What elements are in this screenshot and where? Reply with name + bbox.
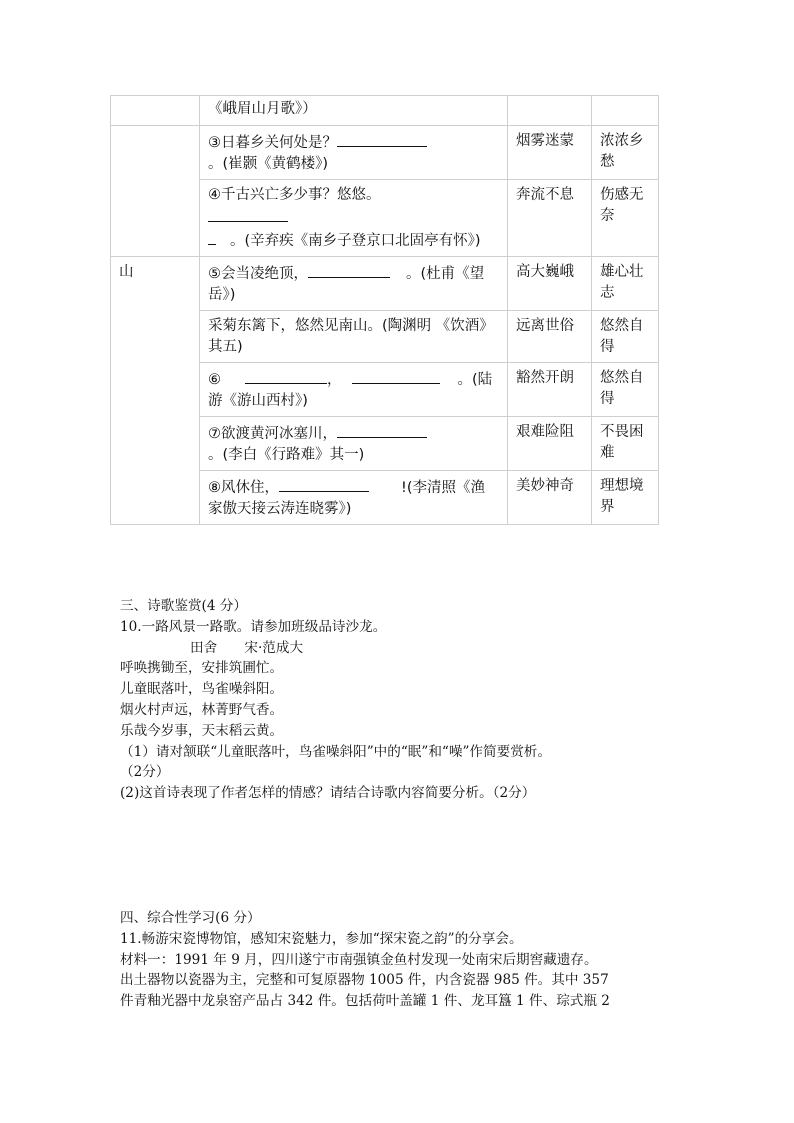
feeling-cell: 悠然自得 [592, 311, 659, 363]
section-heading: 三、诗歌鉴赏(4 分） [120, 598, 248, 614]
poem-line: 烟火村声远，林菁野气香。 [120, 701, 284, 718]
sub-question-1: （1）请对颔联“儿童眠落叶，鸟雀噪斜阳”中的“眠”和“噪”作简要赏析。 [120, 743, 551, 760]
verse-text: ④千古兴亡多少事？悠悠。 [208, 187, 381, 203]
table-row [111, 257, 659, 311]
verse-source: !(李清照《渔家傲天接云涛连晓雾》) [208, 480, 485, 517]
verse-text: 采菊东篱下，悠然见南山。(陶渊明 《饮酒》其五) [208, 318, 494, 355]
feeling-cell: 浓浓乡愁 [592, 126, 659, 180]
verse-source: 。(崔颢《黄鹤楼》) [208, 156, 329, 172]
sub-question-2: (2)这首诗表现了作者怎样的情感？请结合诗歌内容简要分析。（2分） [120, 785, 536, 802]
verse-text: ⑧风休住， [208, 480, 279, 496]
feeling-cell: 雄心壮志 [592, 257, 659, 311]
answer-blank[interactable] [245, 368, 327, 384]
scene-cell: 烟雾迷蒙 [508, 126, 592, 180]
material-line: 出土器物以瓷器为主，完整和可复原器物 1005 件，内含瓷器 985 件。其中 357 [120, 972, 609, 989]
question-11: 11.畅游宋瓷博物馆，感知宋瓷魅力，参加“探宋瓷之韵”的分享会。 [120, 930, 523, 947]
feeling-cell [592, 96, 659, 126]
answer-blank[interactable] [352, 368, 440, 384]
poem-line: 乐哉今岁事，天末稻云黄。 [120, 722, 284, 739]
answer-blank[interactable] [308, 262, 390, 278]
comma-text: ， [327, 372, 342, 388]
answer-blank[interactable] [337, 422, 427, 438]
verse-cell [200, 180, 508, 257]
scene-cell: 奔流不息 [508, 180, 592, 257]
feeling-cell: 不畏困难 [592, 417, 659, 471]
verse-cell [200, 471, 508, 525]
comprehensive-learning-section [120, 908, 700, 1012]
material-line: 材料一：1991 年 9 月，四川遂宁市南强镇金鱼村发现一处南宋后期窖藏遗存。 [120, 951, 598, 968]
verse-cell [200, 363, 508, 417]
category-cell [111, 257, 200, 525]
scene-cell: 艰难险阻 [508, 417, 592, 471]
verse-text: ③日暮乡关何处是？ [208, 135, 337, 151]
category-label: 山 [119, 264, 134, 280]
verse-cell [200, 417, 508, 471]
feeling-cell: 理想境界 [592, 471, 659, 525]
table-row [111, 96, 659, 126]
answer-blank[interactable] [337, 131, 427, 147]
answer-blank[interactable] [279, 476, 369, 492]
material-line: 件青釉光器中龙泉窑产品占 342 件。包括荷叶盖罐 1 件、龙耳簋 1 件、琮式瓶 2 [120, 993, 610, 1010]
scene-cell: 远离世俗 [508, 311, 592, 363]
verse-cell [200, 96, 508, 126]
poem-line: 儿童眠落叶，鸟雀噪斜阳。 [120, 681, 284, 698]
poem-line: 呼唤携锄至，安排筑圃忙。 [120, 660, 284, 677]
scene-cell: 高大巍峨 [508, 257, 592, 311]
verse-source: 。(李白《行路难》其一) [208, 447, 365, 463]
verse-source: 。(杜甫《望岳》) [208, 266, 485, 303]
section-heading: 四、综合性学习(6 分） [120, 910, 261, 926]
verse-cell [200, 257, 508, 311]
verse-text: 《峨眉山月歌》） [208, 101, 317, 117]
feeling-cell: 伤感无奈 [592, 180, 659, 257]
poetry-appreciation-section [120, 596, 700, 804]
scene-cell: 美妙神奇 [508, 471, 592, 525]
question-10: 10.一路风景一路歌。请参加班级品诗沙龙。 [120, 618, 387, 635]
verse-text: ⑥ [208, 372, 221, 388]
answer-blank[interactable] [208, 229, 216, 245]
answer-blank[interactable] [208, 206, 288, 222]
scene-cell: 豁然开朗 [508, 363, 592, 417]
verse-cell [200, 311, 508, 363]
verse-cell [200, 126, 508, 180]
poem-title: 田舍 宋·范成大 [190, 639, 304, 656]
category-cell [111, 96, 200, 126]
feeling-cell: 悠然自得 [592, 363, 659, 417]
scene-cell [508, 96, 592, 126]
category-cell [111, 126, 200, 257]
verse-source: 。(陆游《游山西村》) [208, 372, 493, 409]
table-row [111, 126, 659, 180]
poetry-table [110, 95, 659, 525]
verse-source: 。(辛弃疾《南乡子登京口北固亭有怀》) [230, 233, 481, 249]
sub-question-1-score: （2分） [120, 764, 170, 781]
verse-text: ⑤会当凌绝顶， [208, 266, 308, 282]
verse-text: ⑦欲渡黄河冰塞川， [208, 426, 337, 442]
